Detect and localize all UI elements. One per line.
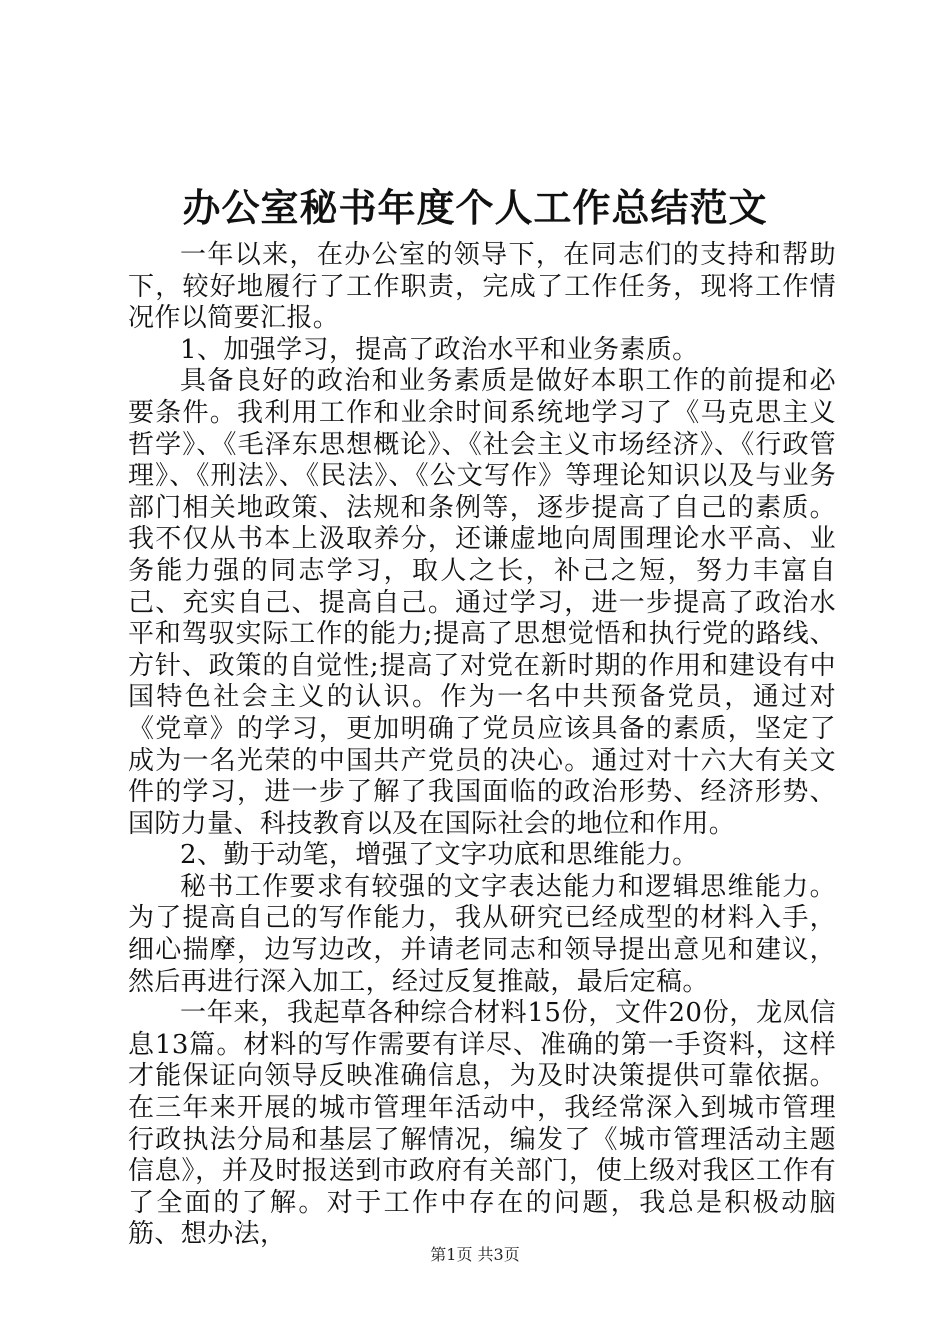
section-heading-1: 1、加强学习，提高了政治水平和业务素质。 — [180, 334, 699, 365]
paragraph-writing: 秘书工作要求有较强的文字表达能力和逻辑思维能力。为了提高自己的写作能力，我从研究已经成型的材料入手，细心揣摩，边写边改，并请老同志和领导提出意见和建议，然后再进行深入加工，经过反复推敲，最后定稿。 — [128, 871, 836, 997]
paragraph-year-summary: 一年来，我起草各种综合材料15份，文件20份，龙凤信息13篇。材料的写作需要有详尽、准确的第一手资料，这样才能保证向领导反映准确信息，为及时决策提供可靠依据。在三年来开展的城市管理年活动中，我经常深入到城市管理行政执法分局和基层了解情况，编发了《城市管理活动主题信息》，并及时报送到市政府有关部门，使上级对我区工作有了全面的了解。对于工作中存在的问题，我总是积极动脑筋、想办法， — [128, 998, 836, 1250]
document-body — [128, 240, 836, 1251]
page-total: 共3页 — [477, 1245, 520, 1264]
paragraph-intro: 一年以来，在办公室的领导下，在同志们的支持和帮助下，较好地履行了工作职责，完成了工作任务，现将工作情况作以简要汇报。 — [128, 240, 836, 334]
page-footer — [0, 1244, 950, 1266]
paragraph-study: 具备良好的政治和业务素质是做好本职工作的前提和必要条件。我利用工作和业余时间系统地学习了《马克思主义哲学》、《毛泽东思想概论》、《社会主义市场经济》、《行政管理》、《刑法》、《民法》、《公文写作》等理论知识以及与业务部门相关地政策、法规和条例等，逐步提高了自己的素质。我不仅从书本上汲取养分，还谦虚地向周围理论水平高、业务能力强的同志学习，取人之长，补己之短，努力丰富自己、充实自己、提高自己。通过学习，进一步提高了政治水平和驾驭实际工作的能力;提高了思想觉悟和执行党的路线、方针、政策的自觉性;提高了对党在新时期的作用和建设有中国特色社会主义的认识。作为一名中共预备党员，通过对《党章》的学习，更加明确了党员应该具备的素质，坚定了成为一名光荣的中国共产党员的决心。通过对十六大有关文件的学习，进一步了解了我国面临的政治形势、经济形势、国防力量、科技教育以及在国际社会的地位和作用。 — [128, 366, 836, 839]
page-number: 第1页 — [430, 1245, 473, 1264]
section-heading-2: 2、勤于动笔，增强了文字功底和思维能力。 — [180, 840, 699, 871]
document-title: 办公室秘书年度个人工作总结范文 — [182, 185, 768, 230]
